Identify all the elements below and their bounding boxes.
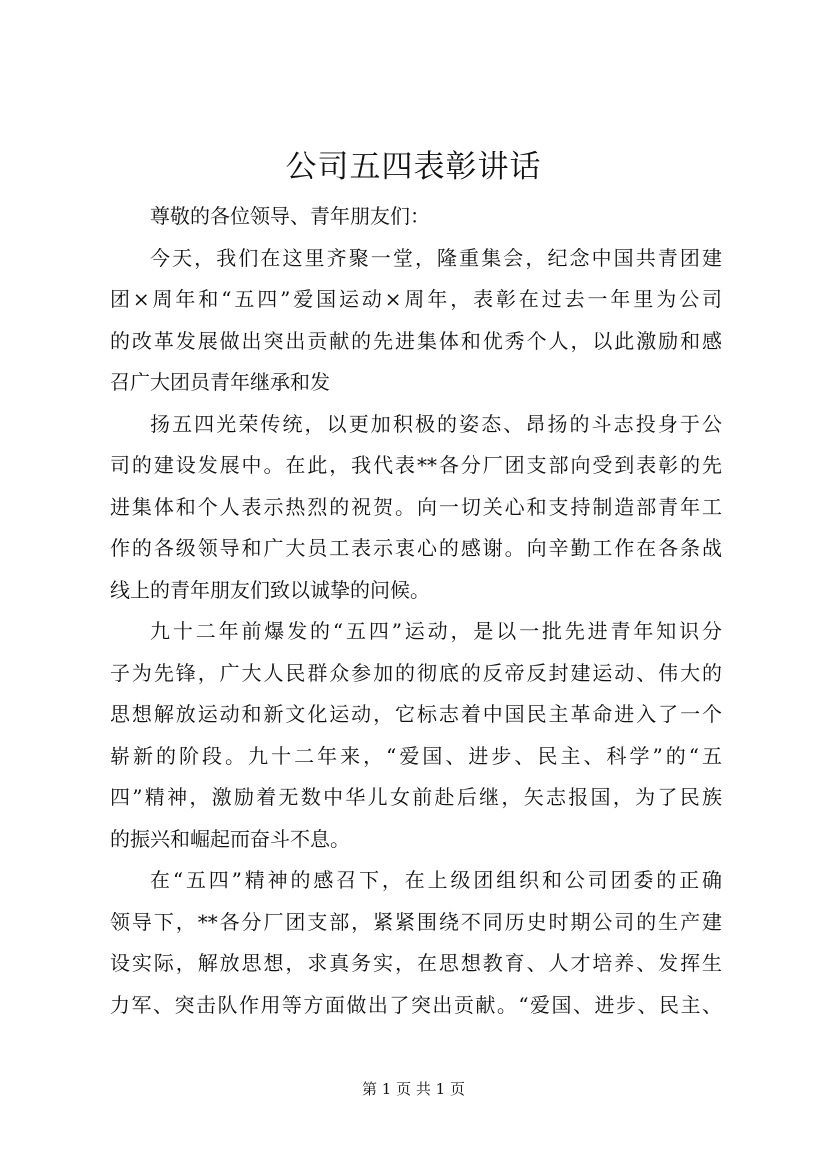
paragraph-line: 思想解放运动和新文化运动，它标志着中国民主革命进入了一个 xyxy=(110,702,722,726)
page-footer: 第 1 页 共 1 页 xyxy=(362,1080,465,1098)
paragraph-line: 领导下，**各分厂团支部，紧紧围绕不同历史时期公司的生产建 xyxy=(110,909,722,934)
paragraph-line: 崭新的阶段。九十二年来，“爱国、进步、民主、科学”的“五 xyxy=(110,743,722,768)
paragraph-line: 今天，我们在这里齐聚一堂，隆重集会，纪念中国共青团建 xyxy=(150,245,722,270)
paragraph-line: 尊敬的各位领导、青年朋友们： xyxy=(150,204,430,228)
paragraph-line: 九十二年前爆发的“五四”运动，是以一批先进青年知识分 xyxy=(150,619,722,643)
paragraph-line: 作的各级领导和广大员工表示衷心的感谢。向辛勤工作在各条战 xyxy=(110,536,722,560)
paragraph-line: 子为先锋，广大人民群众参加的彻底的反帝反封建运动、伟大的 xyxy=(110,660,722,685)
paragraph-line: 在“五四”精神的感召下，在上级团组织和公司团委的正确 xyxy=(150,868,722,892)
paragraph-line: 召广大团员青年继承和发 xyxy=(110,370,330,394)
paragraph-line: 的振兴和崛起而奋斗不息。 xyxy=(110,826,350,851)
paragraph-line: 司的建设发展中。在此，我代表**各分厂团支部向受到表彰的先 xyxy=(110,453,722,477)
document-body xyxy=(110,196,722,1026)
paragraph-line: 扬五四光荣传统，以更加积极的姿态、昂扬的斗志投身于公 xyxy=(150,411,722,436)
paragraph-line: 团×周年和“五四”爱国运动×周年，表彰在过去一年里为公司 xyxy=(110,287,722,311)
paragraph-line: 设实际，解放思想，求真务实，在思想教育、人才培养、发挥生 xyxy=(110,951,722,975)
paragraph-line: 四”精神，激励着无数中华儿女前赴后继，矢志报国，为了民族 xyxy=(110,785,722,809)
paragraph-line: 线上的青年朋友们致以诚挚的问候。 xyxy=(110,577,430,602)
paragraph-line: 的改革发展做出突出贡献的先进集体和优秀个人，以此激励和感 xyxy=(110,328,722,353)
paragraph-line: 进集体和个人表示热烈的祝贺。向一切关心和支持制造部青年工 xyxy=(110,494,722,519)
paragraph-line: 力军、突击队作用等方面做出了突出贡献。“爱国、进步、民主、 xyxy=(110,992,722,1017)
document-title: 公司五四表彰讲话 xyxy=(285,149,542,185)
